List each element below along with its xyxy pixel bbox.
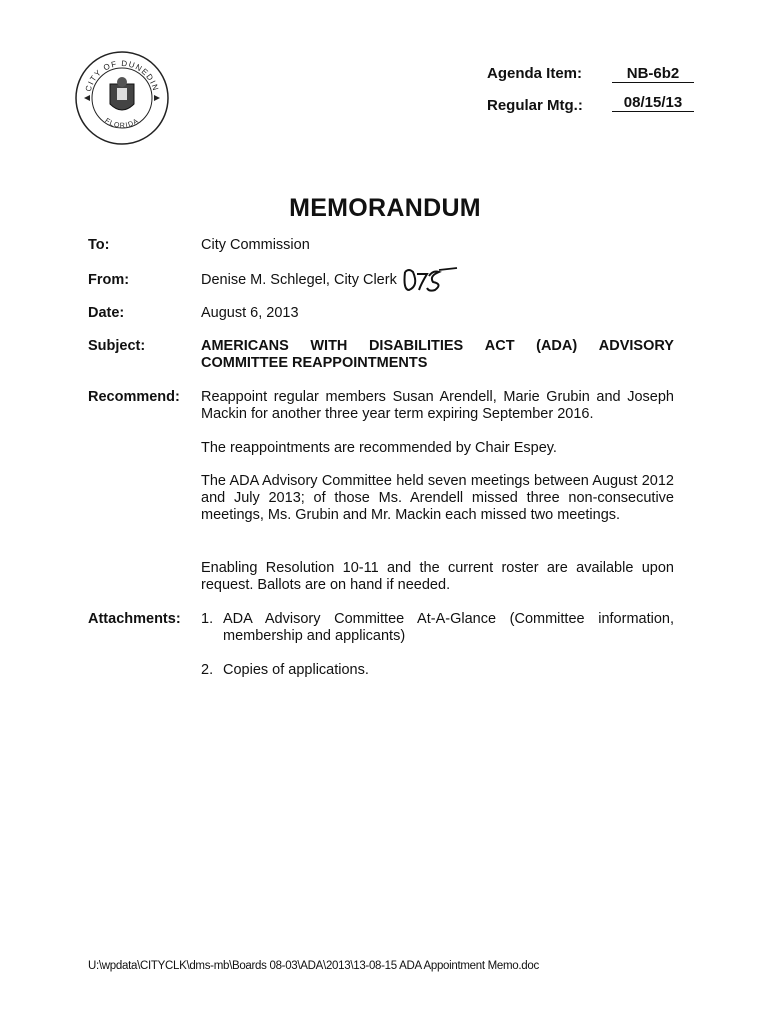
recommend-p2: The reappointments are recommended by Chair Espey. bbox=[201, 440, 557, 456]
svg-text:FLORIDA bbox=[103, 117, 140, 129]
regular-mtg-label: Regular Mtg.: bbox=[487, 97, 583, 114]
subject-word: DISABILITIES bbox=[368, 338, 464, 354]
agenda-item-label: Agenda Item: bbox=[487, 65, 583, 82]
recommend-label: Recommend: bbox=[88, 389, 180, 405]
subject-word: ADVISORY bbox=[598, 338, 674, 354]
to-value: City Commission bbox=[201, 237, 310, 253]
subject-label: Subject: bbox=[88, 338, 146, 354]
attachment-item bbox=[201, 611, 674, 645]
subject-value bbox=[201, 338, 674, 372]
attachments-label: Attachments: bbox=[88, 611, 181, 627]
date-label: Date: bbox=[88, 305, 125, 321]
attachment-number: 1. bbox=[201, 611, 214, 627]
date-value: August 6, 2013 bbox=[201, 305, 299, 321]
attachment-number: 2. bbox=[201, 662, 214, 678]
attachment-text: Copies of applications. bbox=[223, 662, 369, 678]
recommend-p4: Enabling Resolution 10-11 and the current roster are available upon request. Ballots are on hand if needed. bbox=[201, 560, 674, 593]
subject-word: AMERICANS bbox=[201, 338, 289, 354]
subject-line-2: COMMITTEE REAPPOINTMENTS bbox=[201, 355, 428, 371]
recommend-p1: Reappoint regular members Susan Arendell, Marie Grubin and Joseph Mackin for another three year term expiring September 2016. bbox=[201, 389, 674, 422]
regular-mtg-value: 08/15/13 bbox=[612, 94, 694, 112]
from-value: Denise M. Schlegel, City Clerk bbox=[201, 272, 397, 288]
memo-title: MEMORANDUM bbox=[289, 194, 481, 222]
to-label: To: bbox=[88, 237, 110, 253]
city-seal bbox=[72, 48, 172, 148]
subject-word: ACT bbox=[484, 338, 515, 354]
handwritten-initials bbox=[399, 264, 461, 294]
subject-line-1 bbox=[201, 338, 674, 355]
subject-word: WITH bbox=[310, 338, 348, 354]
agenda-item-value: NB-6b2 bbox=[612, 65, 694, 83]
recommend-p3: The ADA Advisory Committee held seven meetings between August 2012 and July 2013; of those Ms. Arendell missed three non-consecutive meetings, Ms. Grubin and Mr. Mackin each missed two meetings. bbox=[201, 473, 674, 523]
file-path-footer: U:\wpdata\CITYCLK\dms-mb\Boards 08-03\ADA\2013\13-08-15 ADA Appointment Memo.doc bbox=[88, 960, 539, 972]
subject-word: (ADA) bbox=[536, 338, 578, 354]
seal-bottom-text: FLORIDA bbox=[103, 117, 141, 130]
attachment-item bbox=[201, 662, 674, 679]
attachment-text: ADA Advisory Committee At-A-Glance (Committee information, membership and applicants) bbox=[223, 611, 674, 644]
seal-top-text: CITY OF DUNEDIN bbox=[83, 58, 161, 93]
from-label: From: bbox=[88, 272, 130, 288]
